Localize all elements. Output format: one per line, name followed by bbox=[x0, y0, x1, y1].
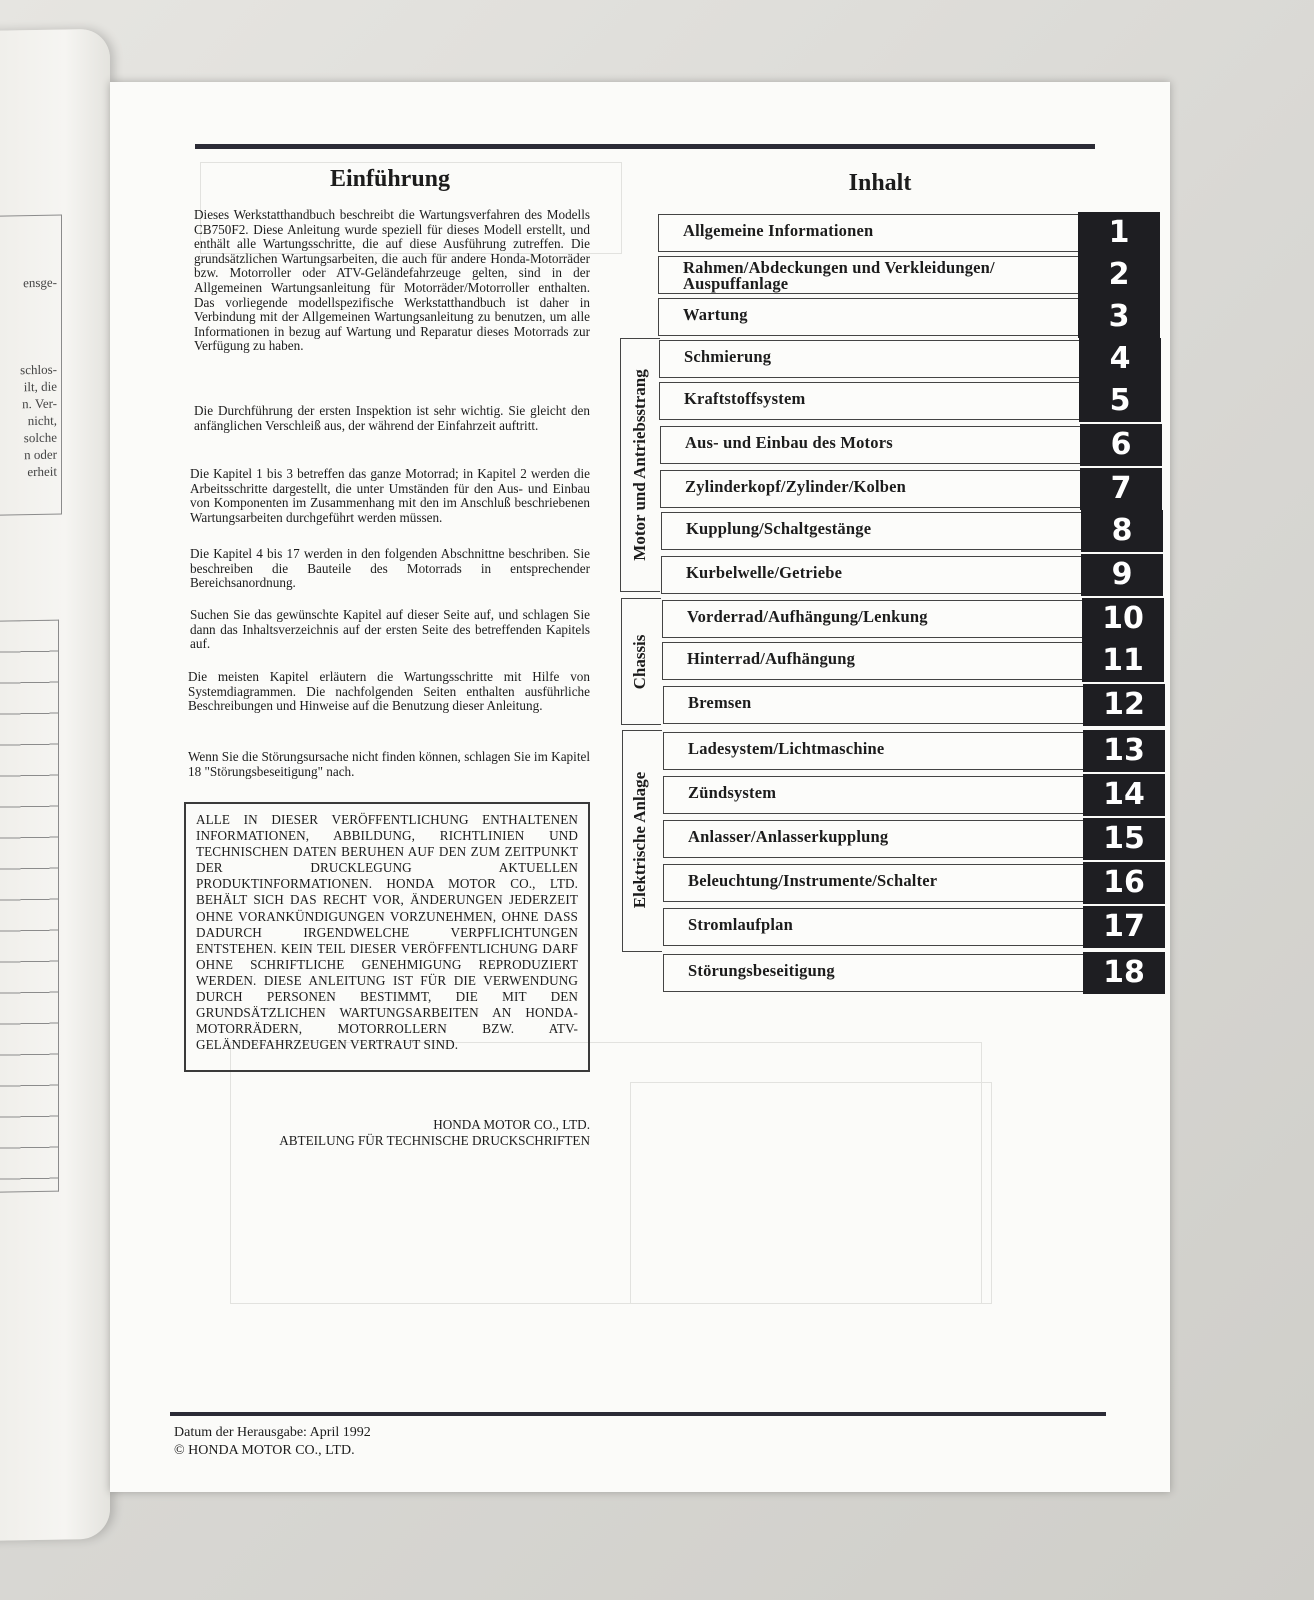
previous-page-fragment: nicht, bbox=[27, 412, 57, 429]
toc-entry[interactable] bbox=[662, 600, 1162, 638]
toc-entry-label-line: Beleuchtung/Instrumente/Schalter bbox=[688, 871, 938, 890]
toc-entry-label-line: Bremsen bbox=[688, 693, 752, 712]
chapter-tab-number: 3 bbox=[1078, 296, 1160, 338]
publisher-department: ABTEILUNG FÜR TECHNISCHE DRUCKSCHRIFTEN bbox=[279, 1133, 590, 1148]
toc-entry-label bbox=[684, 391, 1064, 407]
previous-page-fragment: n oder bbox=[24, 446, 57, 463]
chapter-tab-number: 14 bbox=[1083, 774, 1165, 816]
toc-entry-label bbox=[688, 829, 1068, 845]
toc-entry-label-line: Schmierung bbox=[684, 347, 772, 366]
toc-entry[interactable] bbox=[660, 470, 1160, 508]
publisher-block bbox=[190, 1117, 590, 1149]
intro-paragraph: Wenn Sie die Störungsursache nicht finden können, schlagen Sie im Kapitel 18 "Störungsbeseitigung" nach. bbox=[188, 749, 590, 779]
toc-entry-label bbox=[683, 223, 1063, 239]
chapter-tab-number: 6 bbox=[1080, 424, 1162, 466]
toc-entry[interactable] bbox=[658, 214, 1158, 252]
intro-paragraph: Dieses Werkstatthandbuch beschreibt die Wartungsverfahren des Modells CB750F2. Diese Anleitung wurde speziell für dieses Modell erstellt, und enthält alle Wartungsschritte, die auf diese Ausführung zutreffen. Die grundsätzlichen Wartungsarbeiten, die auch für andere Honda-Motorräder bzw. Motorroller oder ATV-Geländefahrzeuge gelten, sind in der Allgemeinen Wartungsanleitung für Motorräder/Motorroller enthalten. Das vorliegende modellspezifische Werkstatthandbuch ist daher in Verbindung mit der Allgemeinen Wartungsanleitung zu benutzen, um alle Informationen in bezug auf Wartung und Reparatur dieses Motorrads zur Verfügung zu haben. bbox=[194, 207, 590, 354]
toc-entry-label-line: Auspuffanlage bbox=[683, 274, 789, 293]
chapter-tab-number: 10 bbox=[1082, 598, 1164, 640]
toc-entry[interactable] bbox=[659, 340, 1159, 378]
toc-entry-label-line: Kurbelwelle/Getriebe bbox=[686, 563, 843, 582]
previous-page-fragment: ilt, die bbox=[23, 378, 57, 395]
chapter-tab-number: 8 bbox=[1081, 510, 1163, 552]
group-label-engine: Motor und Antriebsstrang bbox=[630, 369, 649, 561]
toc-entry-label-line: Anlasser/Anlasserkupplung bbox=[688, 827, 889, 846]
toc-entry-label bbox=[688, 873, 1068, 889]
intro-paragraph: Die meisten Kapitel erläutern die Wartungsschritte mit Hilfe von Systemdiagrammen. Die nachfolgenden Seiten enthalten ausführliche Beschreibungen und Hinweise auf die Benutzung dieser Anleitung. bbox=[188, 669, 590, 714]
toc-entry[interactable] bbox=[663, 820, 1163, 858]
publisher-name: HONDA MOTOR CO., LTD. bbox=[433, 1117, 590, 1132]
toc-entry-label-line: Kupplung/Schaltgestänge bbox=[686, 519, 872, 538]
toc-entry[interactable] bbox=[661, 512, 1161, 550]
copyright: © HONDA MOTOR CO., LTD. bbox=[174, 1443, 355, 1458]
intro-paragraph: Die Kapitel 4 bis 17 werden in den folgenden Abschnittne beschriben. Sie beschreiben die Bauteile des Motorrads in entsprechender Bereichsanordnung. bbox=[190, 546, 590, 591]
intro-paragraph: Suchen Sie das gewünschte Kapitel auf dieser Seite auf, und schlagen Sie dann das Inhaltsverzeichnis auf der ersten Seite des betreffenden Kapitels auf. bbox=[190, 607, 590, 652]
toc-entry-label bbox=[685, 479, 1065, 495]
toc-entry[interactable] bbox=[659, 382, 1159, 420]
chapter-tab-number: 12 bbox=[1083, 684, 1165, 726]
manual-page bbox=[110, 82, 1170, 1492]
toc-entry-label bbox=[686, 521, 1066, 537]
toc-entry-label bbox=[688, 741, 1068, 757]
toc-entry-label bbox=[688, 917, 1068, 933]
toc-entry-label-line: Vorderrad/Aufhängung/Lenkung bbox=[687, 607, 928, 626]
chapter-tab-number: 13 bbox=[1083, 730, 1165, 772]
toc-entry-label bbox=[683, 307, 1063, 323]
chapter-tab-number: 16 bbox=[1083, 862, 1165, 904]
toc-entry-label bbox=[688, 695, 1068, 711]
toc-entry-label bbox=[687, 651, 1067, 667]
top-rule bbox=[195, 144, 1095, 149]
legal-notice-text: ALLE IN DIESER VERÖFFENTLICHUNG ENTHALTENEN INFORMATIONEN, ABBILDUNG, RICHTLINIEN UND TECHNISCHEN DATEN BERUHEN AUF DEN ZUM ZEITPUNKT DER DRUCKLEGUNG AKTUELLEN PRODUKTINFORMATIONEN. HONDA MOTOR CO., LTD. BEHÄLT SICH DAS RECHT VOR, ÄNDERUNGEN JEDERZEIT OHNE VORANKÜNDIGUNGEN VORZUNEHMEN, OHNE DASS DADURCH IRGENDWELCHE VERPFLICHTUNGEN ENTSTEHEN. KEIN TEIL DIESER VERÖFFENTLICHUNG DARF OHNE SCHRIFTLICHE GENEHMIGUNG REPRODUZIERT WERDEN. DIESE ANLEITUNG IST FÜR DIE VERWENDUNG DURCH PERSONEN BESTIMMT, DIE MIT DEN GRUNDSÄTZLICHEN WARTUNGSARBEITEN AN HONDA-MOTORRÄDERN, MOTORROLLERN BZW. ATV-GELÄNDEFAHRZEUGEN VERTRAUT SIND. bbox=[196, 812, 578, 1053]
toc-entry-label-line: Wartung bbox=[683, 305, 748, 324]
previous-page-fragment: schlos- bbox=[20, 361, 57, 378]
chapter-tab-number: 18 bbox=[1083, 952, 1165, 994]
previous-page-textbox bbox=[0, 215, 62, 516]
show-through-box bbox=[630, 1082, 992, 1304]
toc-entry[interactable] bbox=[660, 426, 1160, 464]
chapter-tab-number: 2 bbox=[1078, 254, 1160, 296]
previous-page-fragment: erheit bbox=[27, 463, 57, 480]
intro-paragraph: Die Durchführung der ersten Inspektion ist sehr wichtig. Sie gleicht den anfänglichen Verschleiß aus, der während der Einfahrzeit auftritt. bbox=[194, 403, 590, 433]
footer bbox=[174, 1424, 371, 1460]
toc-entry[interactable] bbox=[661, 556, 1161, 594]
previous-page-fragment: n. Ver- bbox=[22, 395, 57, 412]
toc-entry-label bbox=[688, 785, 1068, 801]
chapter-tab-number: 5 bbox=[1079, 380, 1161, 422]
chapter-tab-number: 1 bbox=[1078, 212, 1160, 254]
toc-entry[interactable] bbox=[663, 908, 1163, 946]
chapter-tab-number: 9 bbox=[1081, 554, 1163, 596]
toc-entry-label-line: Aus- und Einbau des Motors bbox=[685, 433, 893, 452]
previous-page-table bbox=[0, 620, 59, 1193]
toc-entry-label-line: Allgemeine Informationen bbox=[683, 221, 874, 240]
toc-entry-label bbox=[686, 565, 1066, 581]
toc-entry[interactable] bbox=[662, 642, 1162, 680]
toc-entry-label bbox=[688, 963, 1068, 979]
bottom-rule bbox=[170, 1412, 1106, 1416]
chapter-tab-number: 4 bbox=[1079, 338, 1161, 380]
toc-entry[interactable] bbox=[663, 686, 1163, 724]
toc-entry-label-line: Rahmen/Abdeckungen und Verkleidungen/ bbox=[683, 258, 995, 277]
introduction-title: Einführung bbox=[329, 166, 451, 192]
chapter-tab-number: 17 bbox=[1083, 906, 1165, 948]
toc-entry-label-line: Störungsbeseitigung bbox=[688, 961, 835, 980]
toc-entry[interactable] bbox=[663, 732, 1163, 770]
previous-page-fragment: solche bbox=[23, 429, 57, 446]
toc-entry-label bbox=[683, 260, 1063, 292]
issue-date: Datum der Herausgabe: April 1992 bbox=[174, 1425, 371, 1440]
toc-entry-label-line: Stromlaufplan bbox=[688, 915, 793, 934]
toc-entry[interactable] bbox=[663, 954, 1163, 992]
toc-entry[interactable] bbox=[663, 864, 1163, 902]
toc-entry-label-line: Zündsystem bbox=[688, 783, 777, 802]
chapter-tab-number: 11 bbox=[1082, 640, 1164, 682]
group-label-electrical: Elektrische Anlage bbox=[630, 771, 649, 909]
toc-entry[interactable] bbox=[658, 256, 1158, 294]
legal-notice-box bbox=[184, 802, 590, 1072]
intro-paragraph: Die Kapitel 1 bis 3 betreffen das ganze Motorrad; in Kapitel 2 werden die Arbeitsschritte dargestellt, die unter Umständen für den Aus- und Einbau von Komponenten im Zusammenhang mit den im Anschluß beschriebenen Wartungsarbeiten durchgeführt werden müssen. bbox=[190, 466, 590, 525]
previous-page bbox=[0, 29, 110, 1542]
toc-entry-label-line: Hinterrad/Aufhängung bbox=[687, 649, 856, 668]
toc-entry[interactable] bbox=[658, 298, 1158, 336]
toc-entry-label-line: Zylinderkopf/Zylinder/Kolben bbox=[685, 477, 907, 496]
toc-entry-label bbox=[687, 609, 1067, 625]
contents-title: Inhalt bbox=[848, 170, 912, 196]
toc-entry-label bbox=[685, 435, 1065, 451]
chapter-tab-number: 15 bbox=[1083, 818, 1165, 860]
previous-page-fragment: ensge- bbox=[23, 274, 57, 291]
toc-entry-label-line: Kraftstoffsystem bbox=[684, 389, 806, 408]
toc-entry[interactable] bbox=[663, 776, 1163, 814]
toc-entry-label bbox=[684, 349, 1064, 365]
toc-entry-label-line: Ladesystem/Lichtmaschine bbox=[688, 739, 885, 758]
chapter-tab-number: 7 bbox=[1080, 468, 1162, 510]
group-label-chassis: Chassis bbox=[630, 634, 649, 690]
